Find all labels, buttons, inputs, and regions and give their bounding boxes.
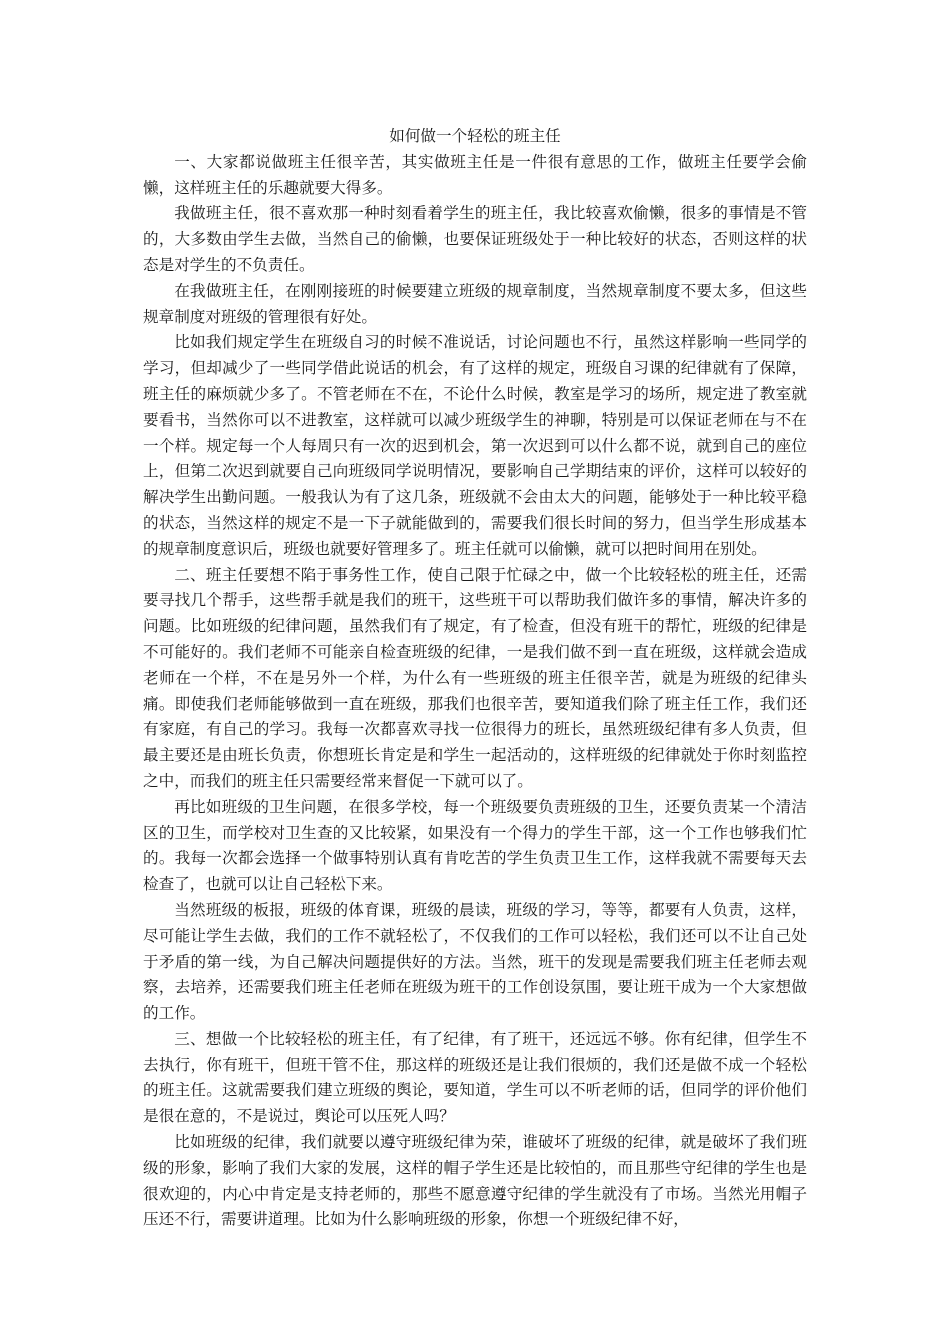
document-body bbox=[143, 124, 807, 1233]
paragraph-7: 当然班级的板报，班级的体育课，班级的晨读，班级的学习，等等，都要有人负责，这样，尽可能让学生去做，我们的工作不就轻松了，不仅我们的工作可以轻松，我们还可以不让自己处于矛盾的第一线，为自己解决问题提供好的方法。当然，班干的发现是需要我们班主任老师去观察，去培养，还需要我们班主任老师在班级为班干的工作创设氛围，要让班干成为一个大家想做的工作。 bbox=[143, 900, 807, 1023]
paragraph-6: 再比如班级的卫生问题，在很多学校，每一个班级要负责班级的卫生，还要负责某一个清洁区的卫生，而学校对卫生查的又比较紧，如果没有一个得力的学生干部，这一个工作也够我们忙的。我每一次都会选择一个做事特别认真有肯吃苦的学生负责卫生工作，这样我就不需要每天去检查了，也就可以让自己轻松下来。 bbox=[143, 797, 807, 894]
paragraph-5: 二、班主任要想不陷于事务性工作，使自己限于忙碌之中，做一个比较轻松的班主任，还需要寻找几个帮手，这些帮手就是我们的班干，这些班干可以帮助我们做许多的事情，解决许多的问题。比如班级的纪律问题，虽然我们有了规定，有了检查，但没有班干的帮忙，班级的纪律是不可能好的。我们老师不可能亲自检查班级的纪律，一是我们做不到一直在班级，这样就会造成老师在一个样，不在是另外一个样，为什么有一些班级的班主任很辛苦，就是为班级的纪律头痛。即使我们老师能够做到一直在班级，那我们也很辛苦，要知道我们除了班主任工作，我们还有家庭，有自己的学习。我每一次都喜欢寻找一位很得力的班长，虽然班级纪律有多人负责，但最主要还是由班长负责，你想班长肯定是和学生一起活动的，这样班级的纪律就处于你时刻监控之中，而我们的班主任只需要经常来督促一下就可以了。 bbox=[143, 565, 807, 790]
document-title: 如何做一个轻松的班主任 bbox=[389, 127, 561, 145]
paragraph-9: 比如班级的纪律，我们就要以遵守班级纪律为荣，谁破坏了班级的纪律，就是破坏了我们班级的形象，影响了我们大家的发展，这样的帽子学生还是比较怕的，而且那些守纪律的学生也是很欢迎的，内心中肯定是支持老师的，那些不愿意遵守纪律的学生就没有了市场。当然光用帽子压还不行，需要讲道理。比如为什么影响班级的形象，你想一个班级纪律不好， bbox=[143, 1133, 807, 1229]
paragraph-1: 一、大家都说做班主任很辛苦，其实做班主任是一件很有意思的工作，做班主任要学会偷懒，这样班主任的乐趣就要大得多。 bbox=[143, 152, 807, 197]
paragraph-3: 在我做班主任，在刚刚接班的时候要建立班级的规章制度，当然规章制度不要太多，但这些规章制度对班级的管理很有好处。 bbox=[143, 281, 807, 326]
paragraph-2: 我做班主任，很不喜欢那一种时刻看着学生的班主任，我比较喜欢偷懒，很多的事情是不管的，大多数由学生去做，当然自己的偷懒，也要保证班级处于一种比较好的状态，否则这样的状态是对学生的不负责任。 bbox=[143, 204, 807, 274]
paragraph-4: 比如我们规定学生在班级自习的时候不准说话，讨论问题也不行，虽然这样影响一些同学的学习，但却减少了一些同学借此说话的机会，有了这样的规定，班级自习课的纪律就有了保障，班主任的麻烦就少多了。不管老师在不在，不论什么时候，教室是学习的场所，规定进了教室就要看书，当然你可以不进教室，这样就可以减少班级学生的神聊，特别是可以保证老师在与不在一个样。规定每一个人每周只有一次的迟到机会，第一次迟到可以什么都不说，就到自己的座位上，但第二次迟到就要自己向班级同学说明情况，要影响自己学期结束的评价，这样可以较好的解决学生出勤问题。一般我认为有了这几条，班级就不会由太大的问题，能够处于一种比较平稳的状态，当然这样的规定不是一下子就能做到的，需要我们很长时间的努力，但当学生形成基本的规章制度意识后，班级也就要好管理多了。班主任就可以偷懒，就可以把时间用在别处。 bbox=[143, 333, 807, 558]
paragraph-8: 三、想做一个比较轻松的班主任，有了纪律，有了班干，还远远不够。你有纪律，但学生不去执行，你有班干，但班干管不住，那这样的班级还是让我们很烦的，我们还是做不成一个轻松的班主任。这就需要我们建立班级的舆论，要知道，学生可以不听老师的话，但同学的评价他们是很在意的，不是说过，舆论可以压死人吗？ bbox=[143, 1029, 807, 1126]
